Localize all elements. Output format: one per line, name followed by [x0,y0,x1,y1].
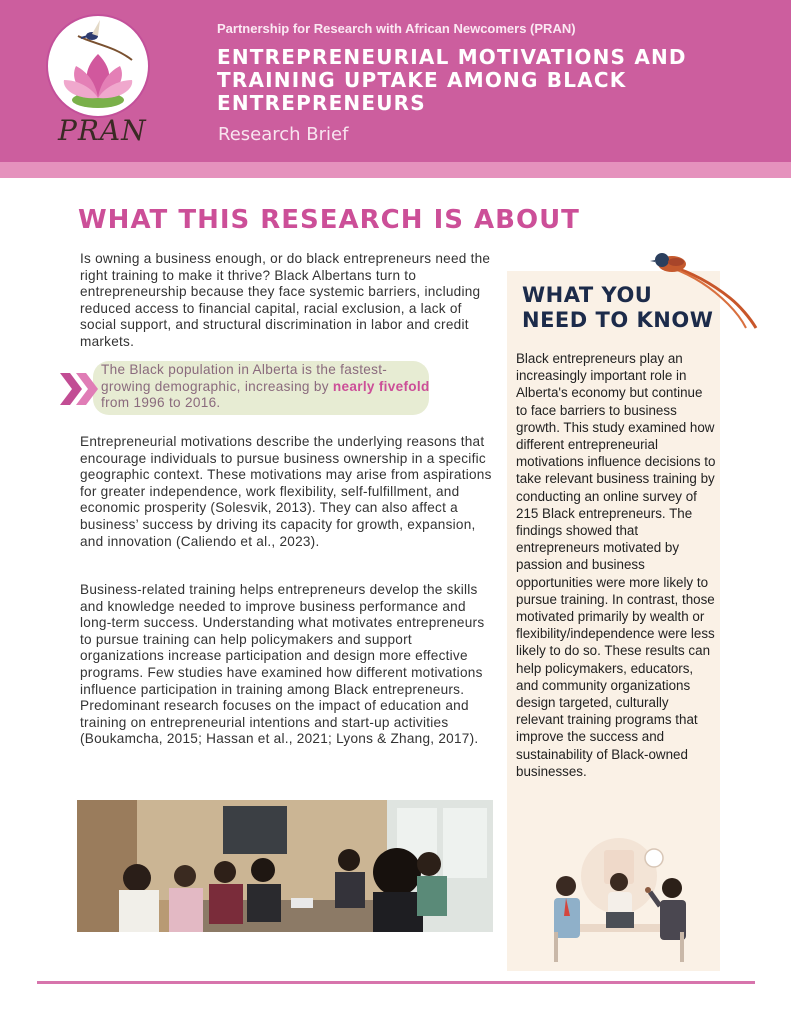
double-chevron-right-icon [58,369,102,409]
paragraph-intro: Is owning a business enough, or do black entrepreneurs need the right training to make it thrive? Black Albertans turn to entrepreneurship because they face systemic barriers, including reduced access to financial capital, racial exclusion, a lack of social support, and structural discrimination in labor and credit markets. [80,251,491,349]
paragraph-training: Business-related training helps entrepreneurs develop the skills and knowledge needed to improve business performance and long-term success. Understanding what motivates entrepreneurs to pursue training can help policymakers and support organizations increase participation and design more effective programs. Few studies have examined how different motivations influence participation in training among Black entrepreneurs. Predominant research focuses on the impact of education and training on entrepreneurial intentions and start-up activities (Boukamcha, 2015; Hassan et al., 2021; Lyons & Zhang, 2017). [80,582,485,747]
meeting-photo [77,800,493,932]
page-title: ENTREPRENEURIAL MOTIVATIONS AND TRAINING UPTAKE AMONG BLACK ENTREPRENEURS [217,45,687,115]
logo [46,14,150,118]
section-heading: WHAT THIS RESEARCH IS ABOUT [78,205,580,235]
sidebar-heading: WHAT YOU NEED TO KNOW [522,283,714,332]
header-strip [0,162,791,178]
sidebar-body: Black entrepreneurs play an increasingly important role in Alberta's economy but continue to face barriers to business growth. This study examined how different entrepreneurial motivations influence decisions to take relevant business training by conducting an online survey of 215 Black entrepreneurs. The findings showed that entrepreneurs motivated by passion and business opportunities were more likely to pursue training. In contrast, those motivated primarily by wealth or flexibility/independence were less likely to do so. These results can help policymakers, educators, and community organizations design targeted, culturally relevant training programs that improve the success and sustainability of Black-owned businesses. [516,351,716,779]
logo-text: PRAN [58,114,147,147]
lotus-with-bird-icon [48,16,148,116]
page-subtitle: Research Brief [218,124,349,145]
callout-highlight: nearly fivefold [332,378,430,394]
paragraph-motivations: Entrepreneurial motivations describe the underlying reasons that encourage individuals to pursue business ownership in a specific geographic context. These motivations may arise from aspirations for greater independence, work flexibility, self-fulfillment, and economic prosperity (Solesvik, 2013). They can also affect a business’ success by driving its capacity for growth, expansion, and innovation (Caliendo et al., 2023). [80,434,492,549]
organization-name: Partnership for Research with African Newcomers (PRAN) [217,21,576,36]
group-meeting-photo-icon [77,800,493,932]
business-meeting-illustration-icon [524,836,714,966]
callout-text-after: from 1996 to 2016. [101,395,221,411]
footer-divider [37,981,755,984]
callout-text [101,362,431,412]
callout-text-before: The Black population in Alberta is the fastest-growing demographic, increasing by [101,362,388,394]
